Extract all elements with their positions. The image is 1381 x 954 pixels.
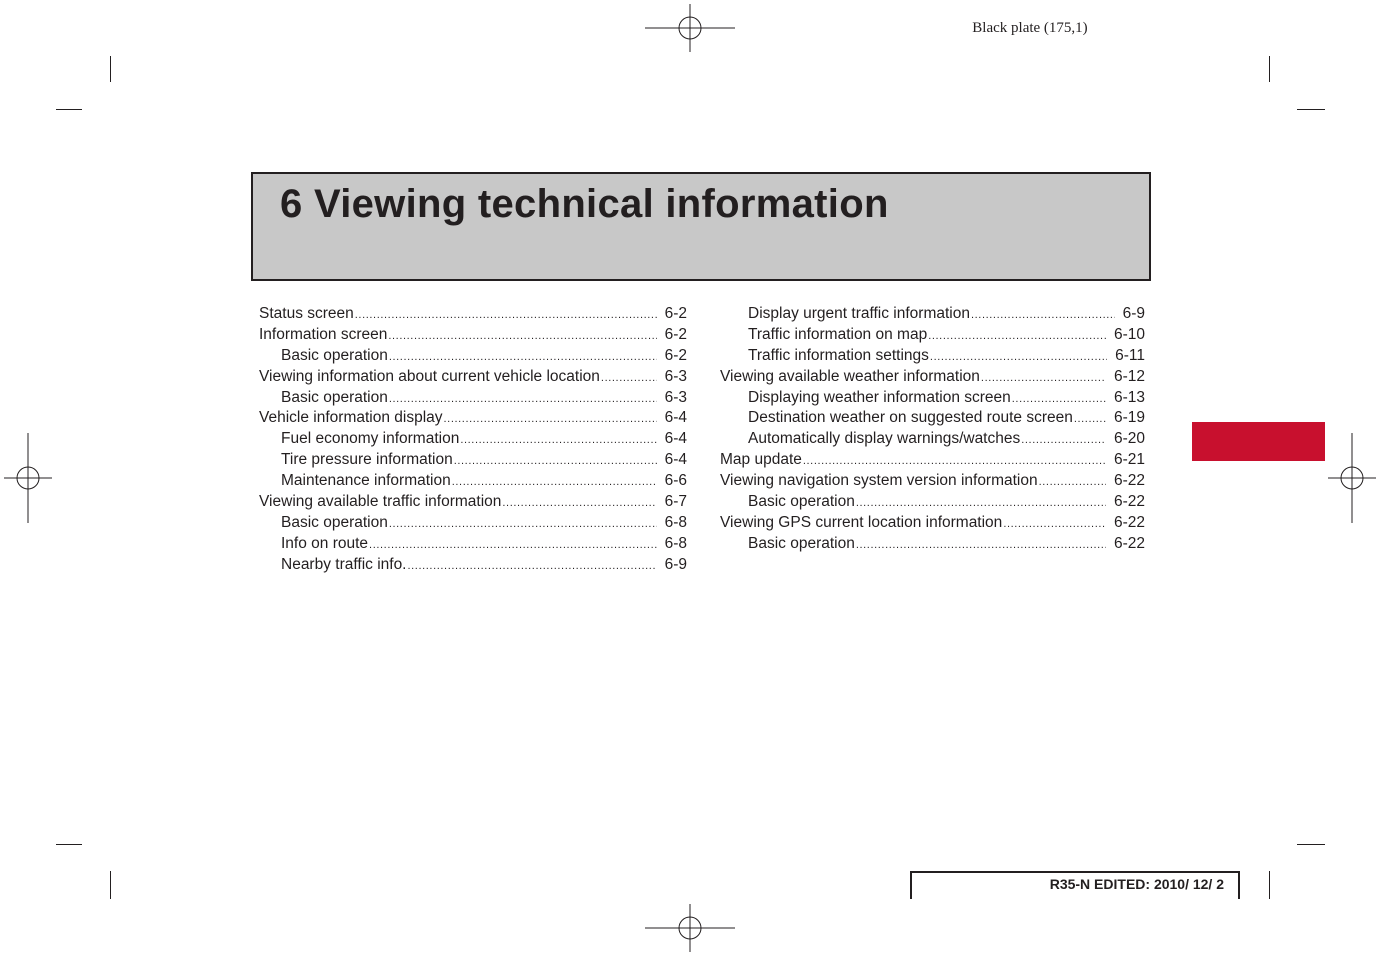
toc-entry[interactable] — [259, 408, 687, 429]
toc-entry-page: 6-2 — [664, 325, 687, 343]
toc-entry-page: 6-22 — [1113, 472, 1145, 490]
toc-leader-dots — [369, 535, 657, 556]
toc-leader-dots — [601, 368, 657, 389]
toc-entry-label: Viewing available weather information — [720, 367, 980, 385]
toc-entry-page: 6-22 — [1113, 534, 1145, 552]
toc-entry-label: Nearby traffic info. — [281, 555, 407, 573]
toc-entry-label: Map update — [720, 451, 802, 469]
toc-left-column — [259, 304, 687, 576]
toc-entry-label: Basic operation — [748, 534, 855, 552]
toc-entry-label: Traffic information settings — [748, 346, 929, 364]
toc-entry-page: 6-8 — [664, 513, 687, 531]
toc-entry-label: Traffic information on map — [748, 325, 928, 343]
toc-entry-label: Viewing GPS current location information — [720, 513, 1003, 531]
toc-entry[interactable] — [259, 513, 687, 534]
toc-leader-dots — [408, 556, 657, 577]
toc-entry-label: Basic operation — [281, 346, 388, 364]
toc-entry-label: Fuel economy information — [281, 430, 460, 448]
toc-entry[interactable] — [720, 367, 1145, 388]
toc-entry[interactable] — [259, 429, 687, 450]
toc-leader-dots — [1074, 409, 1106, 430]
toc-leader-dots — [928, 326, 1106, 347]
toc-entry[interactable] — [720, 325, 1145, 346]
toc-entry-page: 6-2 — [664, 346, 687, 364]
toc-entry-page: 6-7 — [664, 493, 687, 511]
toc-entry-page: 6-2 — [664, 305, 687, 322]
toc-entry-label: Viewing navigation system version information — [720, 472, 1038, 490]
toc-entry[interactable] — [720, 346, 1145, 367]
toc-leader-dots — [355, 305, 657, 326]
toc-right-column — [720, 304, 1145, 555]
toc-entry-page: 6-22 — [1113, 513, 1145, 531]
toc-entry-page: 6-3 — [664, 388, 687, 406]
toc-entry[interactable] — [720, 304, 1145, 325]
toc-entry-label: Display urgent traffic information — [748, 305, 970, 322]
toc-entry-page: 6-22 — [1113, 493, 1145, 511]
toc-entry[interactable] — [720, 492, 1145, 513]
toc-entry[interactable] — [720, 388, 1145, 409]
toc-entry-label: Destination weather on suggested route screen — [748, 409, 1073, 427]
toc-entry[interactable] — [259, 304, 687, 325]
chapter-title-box — [251, 172, 1151, 281]
toc-entry-label: Information screen — [259, 325, 388, 343]
crop-mark — [1269, 56, 1270, 82]
toc-entry-page: 6-4 — [664, 451, 687, 469]
toc-leader-dots — [444, 409, 657, 430]
chapter-tab-marker — [1192, 422, 1325, 461]
toc-entry-page: 6-13 — [1113, 388, 1145, 406]
crop-mark — [110, 871, 111, 899]
toc-entry-label: Status screen — [259, 305, 354, 322]
toc-entry-label: Maintenance information — [281, 472, 451, 490]
toc-entry-label: Basic operation — [748, 493, 855, 511]
toc-leader-dots — [856, 493, 1106, 514]
toc-entry[interactable] — [259, 534, 687, 555]
toc-leader-dots — [971, 305, 1115, 326]
toc-entry-label: Tire pressure information — [281, 451, 453, 469]
plate-label: Black plate (175,1) — [972, 20, 1088, 36]
toc-entry-page: 6-21 — [1113, 451, 1145, 469]
toc-leader-dots — [1003, 514, 1106, 535]
toc-entry[interactable] — [720, 450, 1145, 471]
toc-entry-page: 6-9 — [664, 555, 687, 573]
toc-entry-label: Basic operation — [281, 513, 388, 531]
toc-leader-dots — [389, 347, 657, 368]
toc-entry-label: Basic operation — [281, 388, 388, 406]
toc-entry-page: 6-10 — [1113, 325, 1145, 343]
crop-mark — [1297, 109, 1325, 110]
footer-box — [910, 871, 1240, 899]
toc-entry-label: Displaying weather information screen — [748, 388, 1011, 406]
toc-entry-page: 6-3 — [664, 367, 687, 385]
toc-entry-label: Automatically display warnings/watches — [748, 430, 1021, 448]
toc-entry-page: 6-20 — [1113, 430, 1145, 448]
registration-mark-left-icon — [4, 433, 52, 523]
toc-entry[interactable] — [259, 388, 687, 409]
toc-leader-dots — [1012, 389, 1106, 410]
toc-entry-page: 6-11 — [1115, 346, 1145, 364]
toc-entry-label: Vehicle information display — [259, 409, 443, 427]
toc-leader-dots — [454, 451, 657, 472]
toc-leader-dots — [388, 326, 656, 347]
footer-edit-stamp: R35-N EDITED: 2010/ 12/ 2 — [1049, 876, 1224, 892]
toc-entry-label: Viewing available traffic information — [259, 493, 502, 511]
toc-entry[interactable] — [259, 450, 687, 471]
toc-entry-page: 6-12 — [1113, 367, 1145, 385]
registration-mark-top-icon — [645, 4, 735, 52]
toc-entry-page: 6-8 — [664, 534, 687, 552]
crop-mark — [56, 844, 82, 845]
chapter-title: 6 Viewing technical information — [280, 182, 889, 226]
toc-leader-dots — [856, 535, 1106, 556]
toc-entry-page: 6-19 — [1113, 409, 1145, 427]
toc-leader-dots — [930, 347, 1107, 368]
toc-leader-dots — [389, 389, 657, 410]
toc-entry[interactable] — [720, 429, 1145, 450]
toc-leader-dots — [1039, 472, 1106, 493]
toc-leader-dots — [803, 451, 1106, 472]
crop-mark — [56, 109, 82, 110]
toc-entry[interactable] — [259, 325, 687, 346]
toc-entry[interactable] — [259, 492, 687, 513]
toc-entry[interactable] — [720, 513, 1145, 534]
crop-mark — [1269, 871, 1270, 899]
toc-entry[interactable] — [720, 408, 1145, 429]
toc-entry-page: 6-9 — [1122, 305, 1145, 322]
toc-entry-label: Viewing information about current vehicle location — [259, 367, 600, 385]
toc-entry-page: 6-4 — [664, 409, 687, 427]
crop-mark — [1297, 844, 1325, 845]
crop-mark — [110, 56, 111, 82]
toc-entry-label: Info on route — [281, 534, 369, 552]
toc-leader-dots — [389, 514, 657, 535]
toc-entry[interactable] — [259, 346, 687, 367]
toc-leader-dots — [460, 430, 656, 451]
toc-leader-dots — [981, 368, 1106, 389]
toc-leader-dots — [452, 472, 657, 493]
toc-leader-dots — [502, 493, 656, 514]
toc-leader-dots — [1021, 430, 1106, 451]
toc-entry[interactable] — [259, 555, 687, 576]
toc-entry[interactable] — [720, 534, 1145, 555]
registration-mark-right-icon — [1328, 433, 1376, 523]
toc-entry-page: 6-4 — [664, 430, 687, 448]
registration-mark-bottom-icon — [645, 904, 735, 952]
toc-entry-page: 6-6 — [664, 472, 687, 490]
toc-entry[interactable] — [720, 471, 1145, 492]
toc-entry[interactable] — [259, 367, 687, 388]
toc-entry[interactable] — [259, 471, 687, 492]
